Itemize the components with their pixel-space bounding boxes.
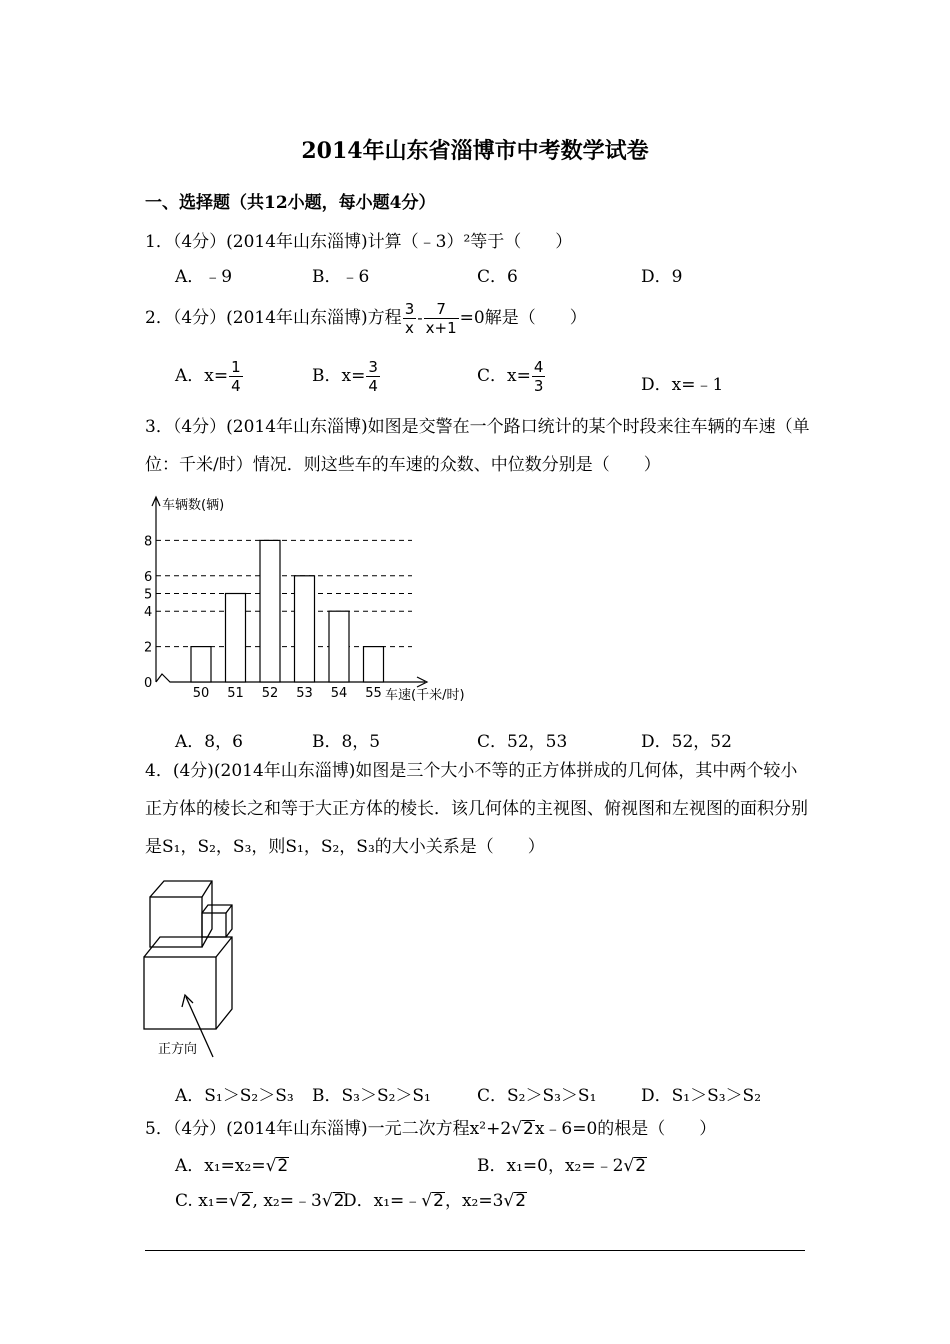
- y-tick-label: 6: [144, 569, 153, 585]
- speed-bar-chart: [140, 490, 490, 710]
- small-cube-front: [202, 913, 226, 937]
- y-tick-label: 5: [144, 587, 153, 603]
- page-title: 2014年山东省淄博市中考数学试卷: [301, 138, 649, 164]
- q4-option-d: D．S₁＞S₃＞S₂: [641, 1086, 762, 1106]
- q3-option-d: D．52，52: [641, 732, 732, 752]
- big-cube-edges: [144, 937, 232, 1029]
- question-3: 3．（4分）(2014年山东淄博)如图是交警在一个路口统计的某个时段来往车辆的车速（单位：千米/时）情况．则这些车的车速的众数、中位数分别是（ ）: [145, 417, 810, 475]
- q2-option-d: D．x=﹣1: [641, 375, 724, 395]
- q5-option-b: B．x₁=0，x₂=﹣2√2: [477, 1156, 647, 1176]
- bar-50: [191, 647, 211, 682]
- x-tick-label: 53: [296, 686, 313, 701]
- question-1: 1．（4分）(2014年山东淄博)计算（﹣3）²等于（ ）: [145, 232, 573, 252]
- section-heading: 一、选择题（共12小题，每小题4分）: [145, 193, 436, 213]
- question-4: 4．(4分)(2014年山东淄博)如图是三个大小不等的正方体拼成的几何体，其中两个较小正方体的棱长之和等于大正方体的棱长．该几何体的主视图、俯视图和左视图的面积分别是S₁，S₂，S₃，则S₁，S₂，S₃的大小关系是（ ）: [145, 761, 808, 857]
- q5-option-d: D．x₁=﹣√2，x₂=3√2: [343, 1191, 527, 1211]
- q4-option-b: B．S₃＞S₂＞S₁: [312, 1086, 431, 1106]
- x-tick-label: 50: [192, 686, 210, 701]
- q4-option-c: C．S₂＞S₃＞S₁: [477, 1086, 597, 1106]
- q4-option-a: A．S₁＞S₂＞S₃: [175, 1086, 294, 1106]
- big-cube-front: [144, 957, 216, 1029]
- question-2: 2．（4分）(2014年山东淄博)方程 $\frac{3}{x}$ - $\frac{7}{x+1}$ =0解是（ ）: [145, 300, 587, 337]
- q2-option-a: A．x= $\frac{1}{4}$: [175, 358, 241, 395]
- y-tick-label: 0: [144, 676, 153, 691]
- q2-option-b: B．x= $\frac{3}{4}$: [312, 358, 378, 395]
- x-axis-title: 车速(千米/时): [385, 688, 465, 703]
- cube-figure: [138, 875, 248, 1060]
- bar-51: [226, 594, 246, 683]
- question-5: 5．（4分）(2014年山东淄博)一元二次方程x²+2√2x﹣6=0的根是（ ）: [145, 1119, 717, 1139]
- y-tick-label: 8: [144, 534, 153, 550]
- y-tick-label: 2: [144, 640, 153, 656]
- bar-54: [329, 611, 349, 682]
- direction-label: 正方向: [158, 1042, 198, 1057]
- q3-option-c: C．52，53: [477, 732, 568, 752]
- fraction-7-over-x-plus-1: $\frac{7}{x+1}$: [425, 300, 457, 337]
- q2-option-c: C．x= $\frac{4}{3}$: [477, 358, 544, 395]
- footer-rule: [145, 1250, 805, 1251]
- bar-53: [295, 576, 315, 682]
- y-tick-label: 4: [144, 605, 153, 621]
- q1-option-d: D．9: [641, 267, 683, 287]
- q5-option-c: C. x₁=√2, x₂=﹣3√2: [175, 1191, 345, 1211]
- q5-option-a: A．x₁=x₂=√2: [175, 1156, 289, 1176]
- q3-option-b: B．8，5: [312, 732, 381, 752]
- fraction-3-over-x: $\frac{3}{x}$: [404, 300, 415, 337]
- x-tick-label: 54: [330, 686, 348, 701]
- bar-52: [260, 540, 280, 682]
- x-tick-label: 51: [227, 686, 244, 701]
- sqrt-symbol: √2: [511, 1119, 534, 1139]
- x-tick-label: 52: [261, 686, 279, 701]
- q3-option-a: A．8，6: [175, 732, 243, 752]
- small-cube-edges: [202, 905, 232, 937]
- q1-option-a: A．﹣9: [175, 267, 233, 287]
- q1-option-c: C．6: [477, 267, 518, 287]
- x-tick-label: 55: [365, 686, 382, 701]
- y-axis-title: 车辆数(辆): [162, 498, 225, 513]
- q1-option-b: B．﹣6: [312, 267, 370, 287]
- bar-55: [364, 647, 384, 682]
